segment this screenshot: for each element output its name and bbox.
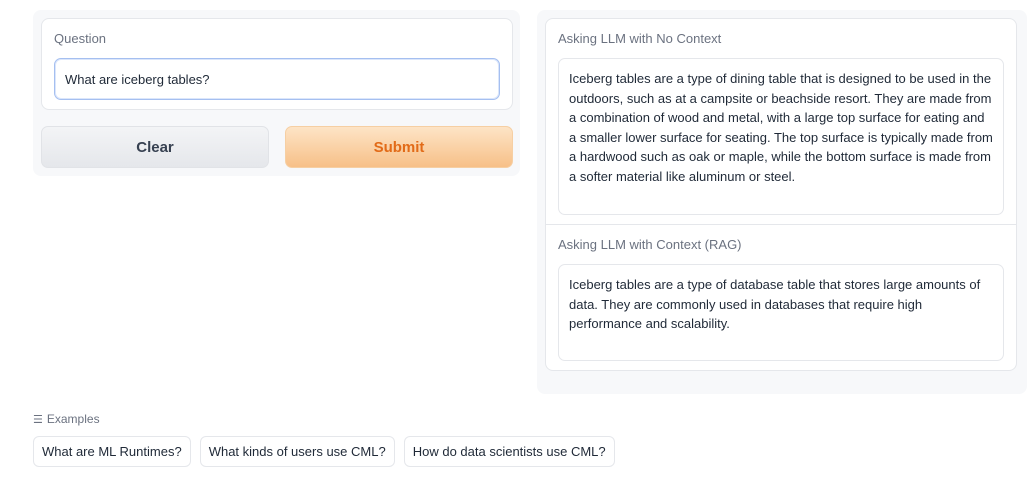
question-label: Question — [54, 31, 107, 46]
output-panel — [537, 10, 1027, 394]
example-data-scientists[interactable]: How do data scientists use CML? — [404, 436, 615, 467]
input-panel — [33, 10, 520, 176]
question-input[interactable] — [54, 58, 500, 100]
examples-label: Examples — [46, 412, 100, 426]
no-context-answer[interactable]: Iceberg tables are a type of dining table that is designed to be used in the outdoors, such as at a campsite or beachside resort. They are made from a combination of wood and metal, with a large top surface for eating and a smaller lower surface for seating. The top surface is typically made from a hardwood such as oak or maple, while the bottom surface is made from a softer material like aluminum or steel. — [558, 58, 1004, 215]
rag-label: Asking LLM with Context (RAG) — [558, 237, 742, 252]
submit-button[interactable]: Submit — [285, 126, 513, 168]
rag-answer[interactable]: Iceberg tables are a type of database table that stores large amounts of data. They are commonly used in databases that require high performance and scalability. — [558, 264, 1004, 361]
no-context-label: Asking LLM with No Context — [558, 31, 722, 46]
list-icon: ☰ — [33, 414, 43, 426]
question-block — [41, 18, 513, 110]
divider — [546, 224, 1016, 225]
examples-list — [33, 436, 615, 467]
output-container — [545, 18, 1017, 371]
example-ml-runtimes[interactable]: What are ML Runtimes? — [33, 436, 191, 467]
example-kinds-of-users[interactable]: What kinds of users use CML? — [200, 436, 395, 467]
examples-header — [33, 412, 100, 426]
clear-button[interactable]: Clear — [41, 126, 269, 168]
